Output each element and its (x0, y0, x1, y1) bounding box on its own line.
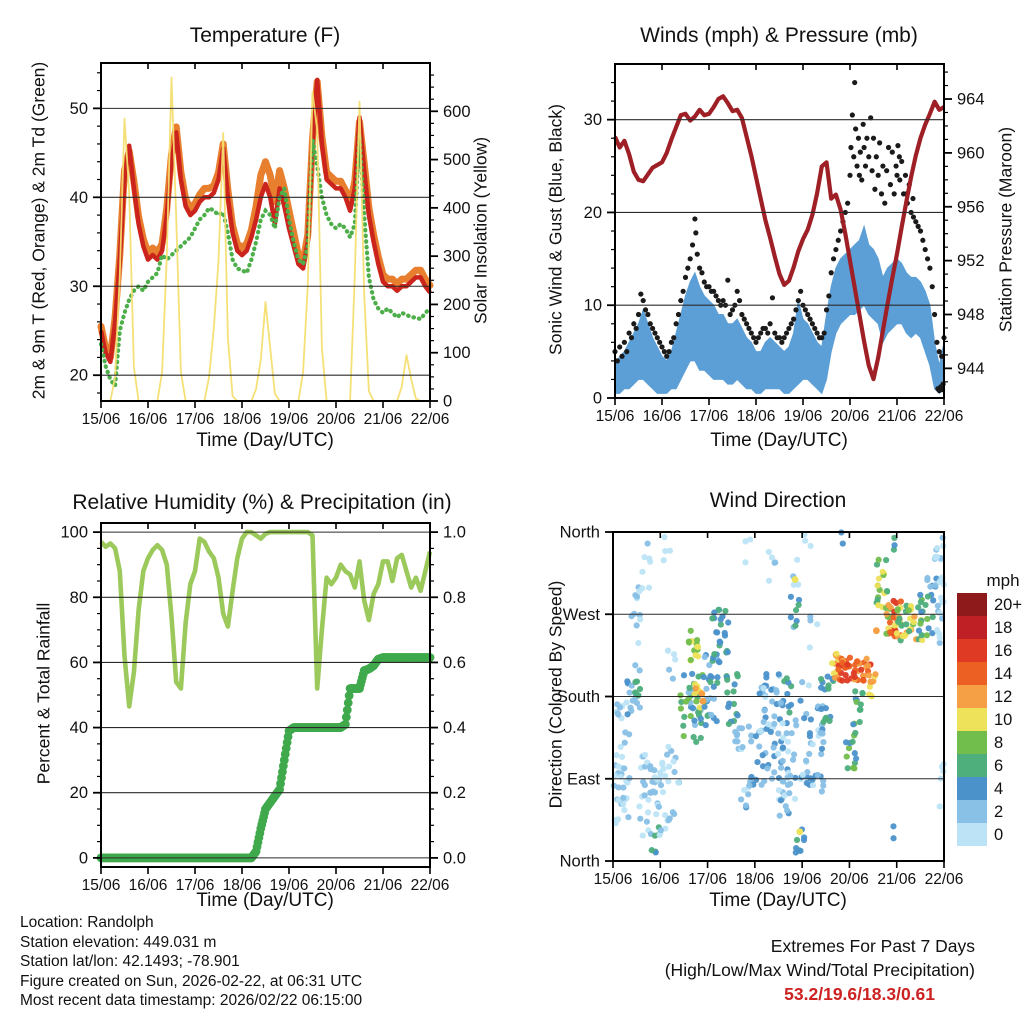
tick-label: 2 (994, 803, 1004, 821)
tick-label: 20/06 (830, 871, 869, 888)
tick-label: 21/06 (363, 411, 403, 428)
wind-direction-title: Wind Direction (709, 489, 847, 512)
tick-label: 4 (994, 780, 1004, 798)
winds-xlabel: Time (Day/UTC) (710, 430, 848, 451)
tick-label: 18/06 (735, 871, 775, 888)
tick-label: mph (986, 571, 1020, 590)
tick-label: East (566, 770, 600, 789)
tick-label: 15/06 (595, 408, 635, 425)
winds-title: Winds (mph) & Pressure (mb) (640, 24, 918, 47)
humidity-ylabel-left: Percent & Total Rainfall (33, 602, 54, 785)
tick-label: 0 (994, 826, 1004, 844)
tick-label: 19/06 (269, 411, 309, 428)
tick-label: 19/06 (783, 408, 823, 425)
tick-label: 50 (69, 99, 88, 118)
humidity-xlabel: Time (Day/UTC) (196, 890, 334, 911)
tick-label: 956 (957, 198, 985, 217)
tick-label: 40 (69, 188, 88, 207)
tick-label: 20/06 (316, 411, 356, 428)
tick-label: 0.2 (443, 784, 466, 803)
tick-label: 15/06 (593, 871, 633, 888)
humidity-panel (97, 532, 435, 862)
tick-label: 20/06 (316, 877, 356, 894)
humidity-title: Relative Humidity (%) & Precipitation (in) (72, 491, 452, 514)
tick-label: 17/06 (175, 411, 215, 428)
tick-label: 18/06 (222, 877, 262, 894)
tick-label: 19/06 (782, 871, 822, 888)
tick-label: 17/06 (689, 408, 729, 425)
tick-label: 22/06 (410, 411, 450, 428)
winds-ylabel-right: Station Pressure (Maroon) (995, 126, 1016, 333)
wind-direction-xlabel: Time (Day/UTC) (709, 890, 847, 911)
tick-label: 0.4 (443, 719, 466, 738)
tick-label: 16/06 (128, 411, 168, 428)
tick-label: 0 (78, 849, 88, 868)
extremes-subtitle: (High/Low/Max Wind/Total Precipitation) (664, 960, 975, 980)
tick-label: 400 (443, 199, 471, 218)
tick-label: North (559, 852, 600, 871)
tick-label: 0 (592, 389, 602, 408)
tick-label: 10 (583, 296, 602, 315)
temperature-ylabel-right: Solar Insolation (Yellow) (470, 136, 491, 325)
tick-label: 18 (994, 619, 1013, 637)
data-timestamp: Most recent data timestamp: 2026/02/22 06:15:00 (20, 992, 363, 1010)
gust-black-dots (612, 80, 946, 393)
wind-direction-ylabel-left: Direction (Colored By Speed) (545, 580, 566, 809)
rh-light-green-line (101, 532, 430, 706)
winds-ylabel-left: Sonic Wind & Gust (Blue, Black) (545, 104, 566, 355)
precip-green-dots (97, 653, 435, 862)
tick-label: 22/06 (410, 877, 450, 894)
temperature-ylabel-left: 2m & 9m T (Red, Orange) & 2m Td (Green) (28, 61, 49, 400)
tick-label: 20+ (994, 596, 1022, 614)
tick-label: 1.0 (443, 523, 466, 542)
tick-label: 100 (443, 344, 471, 363)
tick-label: 12 (994, 688, 1013, 706)
tick-label: 0.0 (443, 849, 466, 868)
tick-label: 60 (69, 653, 88, 672)
tick-label: 15/06 (81, 877, 121, 894)
tick-label: 100 (60, 523, 88, 542)
insolation-yellow-line (101, 78, 430, 402)
tick-label: 6 (994, 757, 1004, 775)
tick-label: 16/06 (128, 877, 168, 894)
tick-label: West (562, 605, 600, 624)
tick-label: South (556, 688, 600, 706)
tick-label: 300 (443, 247, 471, 266)
tick-label: 19/06 (269, 877, 309, 894)
winds-panel (612, 80, 946, 393)
tick-label: 0.8 (443, 588, 466, 607)
tick-label: 8 (994, 734, 1004, 752)
tick-label: 15/06 (81, 411, 121, 428)
tick-label: 20 (69, 366, 88, 385)
tick-label: 22/06 (924, 871, 964, 888)
temperature-title: Temperature (F) (189, 24, 341, 47)
tick-label: 21/06 (363, 877, 403, 894)
tick-label: 16/06 (640, 871, 680, 888)
temp-9m-orange-line (101, 82, 430, 358)
temp-2m-red-line (101, 80, 430, 362)
tick-label: 21/06 (877, 408, 917, 425)
tick-label: 17/06 (688, 871, 727, 888)
tick-label: 500 (443, 151, 471, 170)
tick-label: 14 (994, 665, 1013, 683)
tick-label: 20 (583, 203, 602, 222)
tick-label: 960 (957, 144, 985, 163)
tick-label: 16/06 (642, 408, 682, 425)
temperature-panel (101, 78, 430, 402)
extremes-values: 53.2/19.6/18.3/0.61 (784, 984, 935, 1004)
temperature-xlabel: Time (Day/UTC) (196, 430, 334, 451)
wind-direction-panel (611, 529, 947, 855)
tick-label: 30 (583, 111, 602, 130)
station-latlon: Station lat/lon: 42.1493; -78.901 (20, 953, 240, 971)
tick-label: 18/06 (222, 411, 262, 428)
tick-label: 10 (994, 711, 1013, 729)
tick-label: 600 (443, 102, 471, 121)
tick-label: 948 (957, 306, 985, 324)
extremes-title: Extremes For Past 7 Days (770, 936, 975, 956)
tick-label: 18/06 (736, 408, 776, 425)
station-info (20, 913, 362, 1011)
tick-label: 200 (443, 295, 471, 314)
tick-label: North (559, 523, 600, 542)
tick-label: 21/06 (877, 871, 917, 888)
tick-label: 16 (994, 642, 1013, 660)
station-location: Location: Randolph (20, 914, 154, 931)
tick-label: 30 (69, 277, 88, 296)
tick-label: 80 (69, 588, 88, 607)
station-elevation: Station elevation: 449.031 m (20, 933, 217, 951)
tick-label: 964 (957, 90, 985, 109)
extremes-block (665, 934, 975, 1006)
tick-label: 0 (443, 392, 453, 411)
tick-label: 20 (69, 784, 88, 803)
figure-created: Figure created on Sun, 2026-02-22, at 06:31 UTC (20, 972, 363, 990)
sonic-wind-blue-band (615, 226, 944, 393)
speed-colorbar (957, 593, 987, 846)
tick-label: 944 (957, 359, 985, 378)
tick-label: 20/06 (830, 408, 870, 425)
tick-label: 40 (69, 719, 88, 738)
tick-label: 952 (957, 252, 985, 271)
tick-label: 22/06 (924, 408, 964, 425)
tick-label: 0.6 (443, 653, 466, 672)
tick-label: 17/06 (175, 877, 215, 894)
